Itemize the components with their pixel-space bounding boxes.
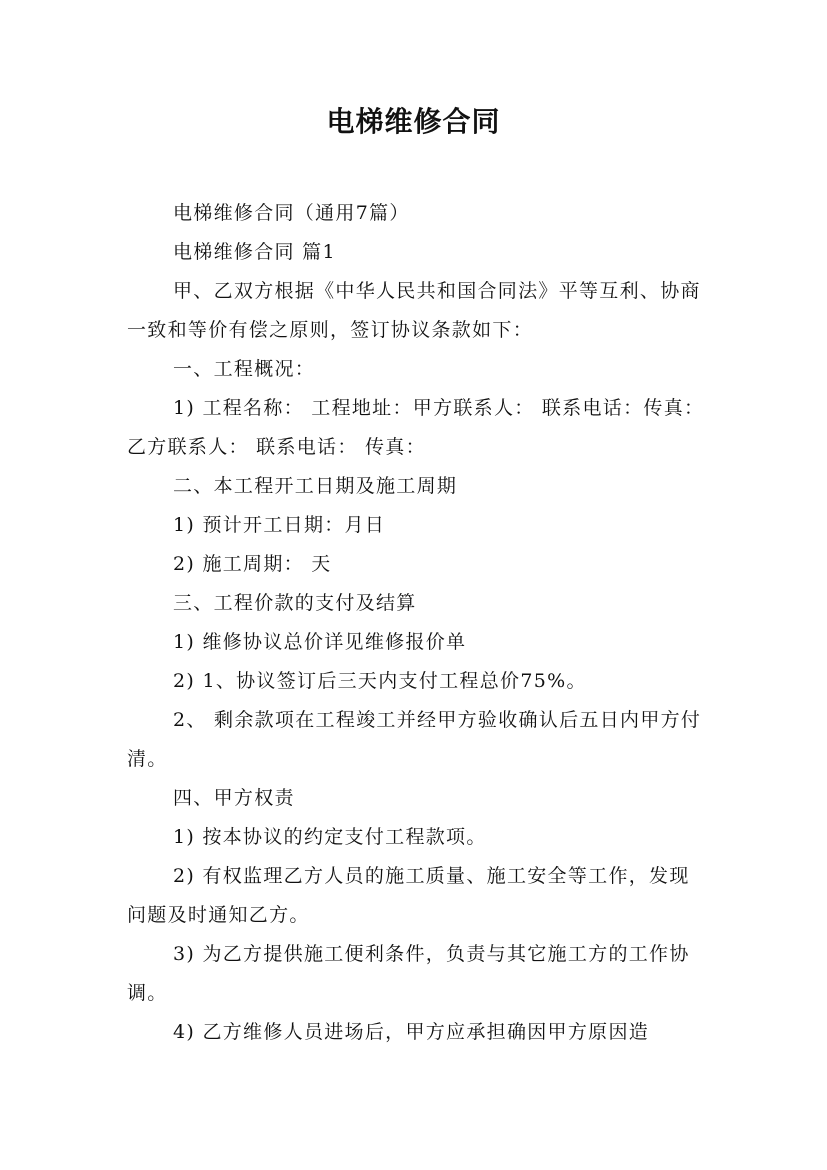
paragraph-start-date: 1) 预计开工日期：月日 [173, 514, 386, 536]
paragraph-total-price: 1) 维修协议总价详见维修报价单 [173, 631, 467, 653]
paragraph-duty-2: 2) 有权监理乙方人员的施工质量、施工安全等工作，发现问题及时通知乙方。 [127, 865, 690, 926]
paragraph-payment-2: 2、 剩余款项在工程竣工并经甲方验收确认后五日内甲方付清。 [127, 709, 702, 770]
paragraph-duty-3: 3) 为乙方提供施工便利条件，负责与其它施工方的工作协调。 [127, 943, 690, 1004]
paragraph-heading-4: 四、甲方权责 [173, 787, 295, 809]
paragraph-project-info: 1) 工程名称： 工程地址：甲方联系人： 联系电话：传真： 乙方联系人： 联系电话： 传真： [127, 397, 705, 458]
paragraph-payment-1: 2) 1、协议签订后三天内支付工程总价75%。 [173, 670, 587, 692]
paragraph-duration: 2) 施工周期： 天 [173, 553, 332, 575]
paragraph-preamble: 甲、乙双方根据《中华人民共和国合同法》平等互利、协商一致和等价有偿之原则，签订协议条款如下： [127, 280, 701, 341]
paragraph-heading-3: 三、工程价款的支付及结算 [173, 592, 417, 614]
paragraph-duty-1: 1) 按本协议的约定支付工程款项。 [173, 826, 487, 848]
document-title: 电梯维修合同 [326, 105, 501, 138]
paragraph-subtitle: 电梯维修合同（通用7篇） [173, 202, 410, 224]
paragraph-duty-4: 4) 乙方维修人员进场后，甲方应承担确因甲方原因造 [173, 1021, 650, 1043]
document-body [127, 194, 707, 1052]
paragraph-heading-1: 一、工程概况： [173, 358, 316, 380]
paragraph-section-heading: 电梯维修合同 篇1 [173, 241, 336, 263]
paragraph-heading-2: 二、本工程开工日期及施工周期 [173, 475, 458, 497]
